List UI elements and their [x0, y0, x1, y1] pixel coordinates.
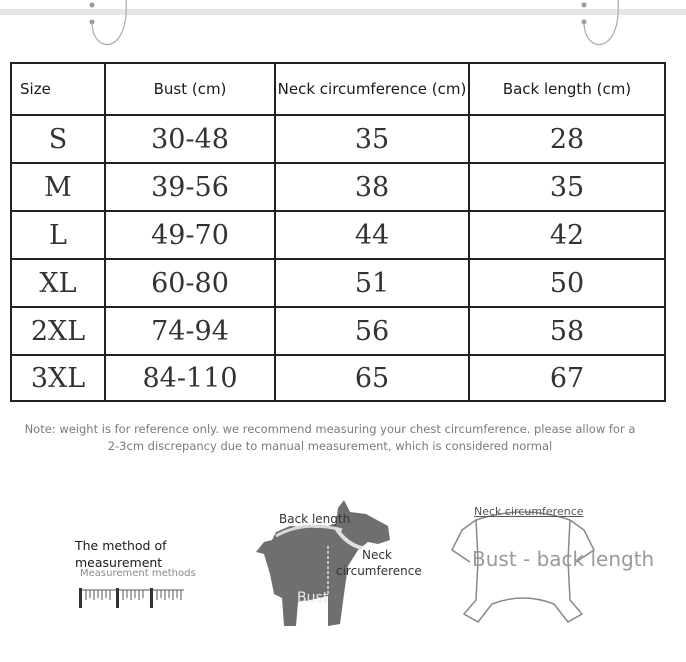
hanger-tag-left	[86, 0, 132, 56]
neck-cell: 56	[275, 307, 469, 355]
table-row	[11, 355, 665, 401]
back-length-cell: 42	[469, 211, 665, 259]
bust-cell: 30-48	[105, 115, 275, 163]
bust-back-length-label: Bust - back length	[472, 547, 655, 571]
circumference-label: circumference	[336, 564, 422, 578]
size-cell: S	[11, 115, 105, 163]
back-length-cell: 58	[469, 307, 665, 355]
back-length-cell: 67	[469, 355, 665, 401]
back-length-label: Back length	[279, 512, 351, 526]
bust-cell: 39-56	[105, 163, 275, 211]
hanger-tag-right	[578, 0, 624, 56]
neck-circumference-label: Neck circumference	[474, 505, 584, 518]
neck-cell: 51	[275, 259, 469, 307]
table-header-row	[11, 63, 665, 115]
measurement-note: Note: weight is for reference only. we recommend measuring your chest circumference. please allow for a 2-3cm discrepancy due to manual measurement, which is considered normal	[24, 422, 636, 453]
back-length-cell: 35	[469, 163, 665, 211]
bust-label: Bust	[297, 590, 329, 606]
table-row	[11, 307, 665, 355]
method-subtitle: Measurement methods	[80, 568, 196, 579]
size-cell: M	[11, 163, 105, 211]
table-row	[11, 211, 665, 259]
bust-cell: 60-80	[105, 259, 275, 307]
neck-cell: 65	[275, 355, 469, 401]
size-cell: 3XL	[11, 355, 105, 401]
header-neck: Neck circumference (cm)	[275, 63, 469, 115]
size-cell: L	[11, 211, 105, 259]
header-back-length: Back length (cm)	[469, 63, 665, 115]
neck-cell: 38	[275, 163, 469, 211]
table-row	[11, 163, 665, 211]
method-title: The method of measurement	[75, 538, 167, 570]
size-cell: 2XL	[11, 307, 105, 355]
back-length-cell: 28	[469, 115, 665, 163]
bust-cell: 49-70	[105, 211, 275, 259]
tape-measure-icon	[78, 584, 188, 610]
table-row	[11, 115, 665, 163]
table-row	[11, 259, 665, 307]
size-cell: XL	[11, 259, 105, 307]
bust-cell: 74-94	[105, 307, 275, 355]
bust-cell: 84-110	[105, 355, 275, 401]
neck-label: Neck	[362, 548, 392, 562]
back-length-cell: 50	[469, 259, 665, 307]
header-bust: Bust (cm)	[105, 63, 275, 115]
size-chart-table	[10, 62, 666, 402]
neck-cell: 44	[275, 211, 469, 259]
header-size: Size	[11, 63, 105, 115]
neck-cell: 35	[275, 115, 469, 163]
